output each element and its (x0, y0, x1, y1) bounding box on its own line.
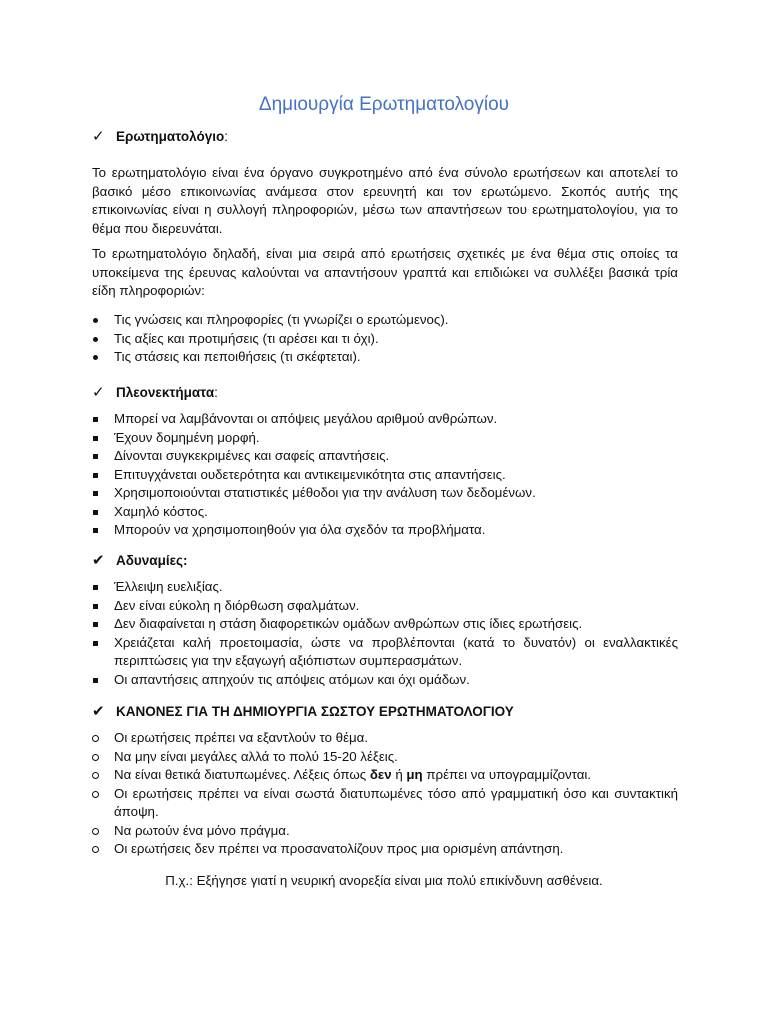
weaknesses-list (92, 578, 678, 689)
square-bullet-icon (93, 473, 98, 478)
square-bullet-icon (93, 678, 98, 683)
list-item: Χρησιμοποιούνται στατιστικές μέθοδοι για την ανάλυση των δεδομένων. (92, 484, 678, 503)
square-bullet-icon (93, 491, 98, 496)
list-item: Χρειάζεται καλή προετοιμασία, ώστε να προβλέπονται (κατά το δυνατόν) οι εναλλακτικές περιπτώσεις για την εξαγωγή αξιόπιστων συμπερασμάτων. (92, 634, 678, 671)
list-item: Οι απαντήσεις απηχούν τις απόψεις ατόμων και όχι ομάδων. (92, 671, 678, 690)
circle-bullet-icon (92, 828, 99, 835)
list-item: Οι ερωτήσεις δεν πρέπει να προσανατολίζουν προς μια ορισμένη απάντηση. (92, 840, 678, 859)
bullet-icon (93, 337, 98, 342)
section-heading-advantages: ✓ Πλεονεκτήματα: (92, 384, 218, 401)
list-item: Να ρωτούν ένα μόνο πράγμα. (92, 822, 678, 841)
advantages-list (92, 410, 678, 540)
checkmark-icon: ✓ (92, 128, 105, 145)
list-item: Δίνονται συγκεκριμένες και σαφείς απαντήσεις. (92, 447, 678, 466)
bullet-icon (93, 318, 98, 323)
square-bullet-icon (93, 510, 98, 515)
list-item: Μπορούν να χρησιμοποιηθούν για όλα σχεδόν τα προβλήματα. (92, 521, 678, 540)
checkmark-icon: ✔ (92, 552, 105, 569)
section-heading-weaknesses: ✔ Αδυναμίες: (92, 552, 188, 569)
circle-bullet-icon (92, 846, 99, 853)
checkmark-icon: ✓ (92, 384, 105, 401)
list-item: Χαμηλό κόστος. (92, 503, 678, 522)
section-heading-questionnaire: ✓ Ερωτηματολόγιο: (92, 128, 228, 145)
list-item: Δεν είναι εύκολη η διόρθωση σφαλμάτων. (92, 597, 678, 616)
list-item: Δεν διαφαίνεται η στάση διαφορετικών ομάδων ανθρώπων στις ίδιες ερωτήσεις. (92, 615, 678, 634)
paragraph-description: Το ερωτηματολόγιο δηλαδή, είναι μια σειρά από ερωτήσεις σχετικές με ένα θέμα στις οποίες τα υποκείμενα της έρευνας καλούνται να απαντήσουν γραπτά και επιδιώκει να συλλέξει βασικά τρία είδη πληροφοριών: (92, 246, 678, 298)
list-item: Έλλειψη ευελιξίας. (92, 578, 678, 597)
square-bullet-icon (93, 622, 98, 627)
list-item: Μπορεί να λαμβάνονται οι απόψεις μεγάλου αριθμού ανθρώπων. (92, 410, 678, 429)
square-bullet-icon (93, 604, 98, 609)
list-item: Τις γνώσεις και πληροφορίες (τι γνωρίζει ο ερωτώμενος). (92, 311, 678, 330)
list-item: Οι ερωτήσεις πρέπει να είναι σωστά διατυπωμένες τόσο από γραμματική όσο και συντακτική άποψη. (92, 785, 678, 822)
page-title: Δημιουργία Ερωτηματολογίου (258, 94, 510, 115)
bullet-icon (93, 355, 98, 360)
list-item: Επιτυγχάνεται ουδετερότητα και αντικειμενικότητα στις απαντήσεις. (92, 466, 678, 485)
square-bullet-icon (93, 641, 98, 646)
square-bullet-icon (93, 436, 98, 441)
circle-bullet-icon (92, 735, 99, 742)
rules-list (92, 729, 678, 859)
square-bullet-icon (93, 585, 98, 590)
square-bullet-icon (93, 454, 98, 459)
square-bullet-icon (93, 417, 98, 422)
square-bullet-icon (93, 528, 98, 533)
list-item: Να μην είναι μεγάλες αλλά το πολύ 15-20 λέξεις. (92, 748, 678, 767)
section-heading-rules: ✔ ΚΑΝΟΝΕΣ ΓΙΑ ΤΗ ΔΗΜΙΟΥΡΓΙΑ ΣΩΣΤΟΥ ΕΡΩΤΗΜΑΤΟΛΟΓΙΟΥ (92, 703, 514, 720)
circle-bullet-icon (92, 754, 99, 761)
list-item: Να είναι θετικά διατυπωμένες. Λέξεις όπως δεν ή μη πρέπει να υπογραμμίζονται. (92, 766, 678, 785)
example-text: Π.χ.: Εξήγησε γιατί η νευρική ανορεξία είναι μια πολύ επικίνδυνη ασθένεια. (165, 873, 603, 888)
info-types-list (92, 311, 678, 367)
circle-bullet-icon (92, 772, 99, 779)
paragraph-definition: Το ερωτηματολόγιο είναι ένα όργανο συγκροτημένο από ένα σύνολο ερωτήσεων και αποτελεί το βασικό μέσο επικοινωνίας ανάμεσα στον ερευνητή και τον ερωτώμενο. Σκοπός αυτής της επικοινωνίας είναι η συλλογή πληροφοριών, μέσω των απαντήσεων του ερωτηματολογίου, για το θέμα που διερευνάται. (92, 165, 678, 236)
circle-bullet-icon (92, 791, 99, 798)
checkmark-icon: ✔ (92, 703, 105, 720)
list-item: Έχουν δομημένη μορφή. (92, 429, 678, 448)
list-item: Τις στάσεις και πεποιθήσεις (τι σκέφτεται). (92, 348, 678, 367)
list-item: Οι ερωτήσεις πρέπει να εξαντλούν το θέμα. (92, 729, 678, 748)
list-item: Τις αξίες και προτιμήσεις (τι αρέσει και τι όχι). (92, 330, 678, 349)
